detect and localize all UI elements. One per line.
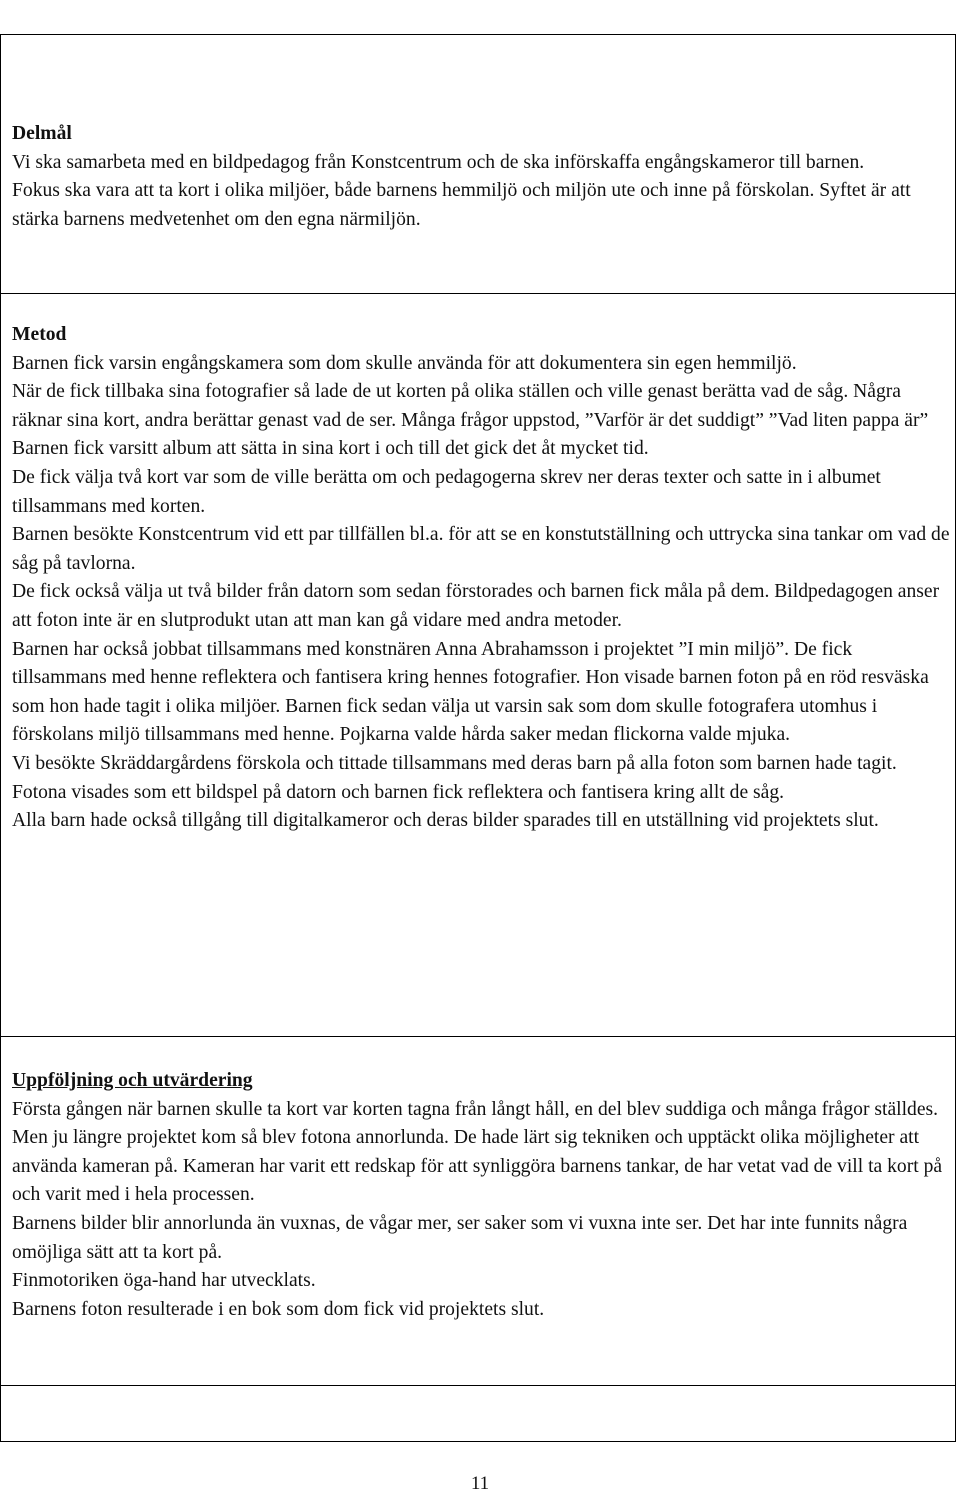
- metod-paragraph: Barnen fick varsitt album att sätta in sina kort i och till det gick det åt mycket tid.: [12, 438, 649, 460]
- uppfoljning-paragraph: Barnens foton resulterade i en bok som dom fick vid projektets slut.: [12, 1298, 545, 1320]
- delmal-paragraph: Fokus ska vara att ta kort i olika miljöer, både barnens hemmiljö och miljön ute och inne på förskolan. Syftet är att stärka barnens medvetenhet om den egna närmiljön.: [12, 180, 911, 230]
- metod-paragraph: När de fick tillbaka sina fotografier så lade de ut korten på olika ställen och ville genast berätta vad de såg. Några räknar sina kort, andra berättar genast vad de ser. Många frågor uppstod, ”Varför är det suddigt” ”Vad liten pappa är”: [12, 381, 929, 431]
- uppfoljning-paragraph: Första gången när barnen skulle ta kort var korten tagna från långt håll, en del blev suddiga och många frågor ställdes. Men ju längre projektet kom så blev fotona annorlunda. De hade lärt sig tekniken och upptäckt olika möjligheter att använda kameran på. Kameran har varit ett redskap för att synliggöra barnens tankar, de har vetat vad de vill ta kort på och varit med i hela processen.: [12, 1098, 943, 1206]
- metod-paragraph: De fick också välja ut två bilder från datorn som sedan förstorades och barnen fick måla på dem. Bildpedagogen anser att foton inte är en slutprodukt utan att man kan gå vidare med andra metoder.: [12, 581, 940, 631]
- page-number: 11: [470, 1473, 490, 1494]
- delmal-section: [12, 120, 950, 234]
- metod-section: [12, 321, 950, 836]
- metod-paragraph: Barnen har också jobbat tillsammans med konstnären Anna Abrahamsson i projektet ”I min miljö”. De fick tillsammans med henne reflektera och fantisera kring hennes fotografier. Hon visade barnen foton på en röd resväska som hon hade tagit i olika miljöer. Barnen fick sedan välja ut varsin sak som dom skulle fotografera utomhus i förskolans miljö tillsammans med henne. Pojkarna valde hårda saker medan flickorna valde mjuka.: [12, 638, 929, 746]
- uppfoljning-paragraph: Barnens bilder blir annorlunda än vuxnas, de vågar mer, ser saker som vi vuxna inte ser. Det har inte funnits några omöjliga sätt att ta kort på.: [12, 1212, 908, 1263]
- delmal-paragraph: Vi ska samarbeta med en bildpedagog från Konstcentrum och de ska införskaffa engångskameror till barnen.: [12, 151, 865, 173]
- uppfoljning-section: [12, 1067, 950, 1324]
- metod-paragraph: Barnen besökte Konstcentrum vid ett par tillfällen bl.a. för att se en konstutställning och uttrycka sina tankar om vad de såg på tavlorna.: [12, 524, 950, 574]
- metod-paragraph: Vi besökte Skräddargårdens förskola och tittade tillsammans med deras barn på alla foton som barnen hade tagit. Fotona visades som ett bildspel på datorn och barnen fick reflektera och fantisera kring allt de såg.: [12, 752, 897, 803]
- metod-paragraph: Alla barn hade också tillgång till digitalkameror och deras bilder sparades till en utställning vid projektets slut.: [12, 810, 879, 832]
- metod-paragraph: De fick välja två kort var som de ville berätta om och pedagogerna skrev ner deras texter och satte in i albumet tillsammans med korten.: [12, 466, 881, 517]
- uppfoljning-heading: Uppföljning och utvärdering: [12, 1070, 253, 1091]
- uppfoljning-paragraph: Finmotoriken öga-hand har utvecklats.: [12, 1270, 316, 1292]
- metod-paragraph: Barnen fick varsin engångskamera som dom skulle använda för att dokumentera sin egen hemmiljö.: [12, 352, 797, 374]
- table-cell-empty: [0, 1385, 956, 1442]
- metod-heading: Metod: [12, 324, 67, 345]
- delmal-heading: Delmål: [12, 123, 72, 144]
